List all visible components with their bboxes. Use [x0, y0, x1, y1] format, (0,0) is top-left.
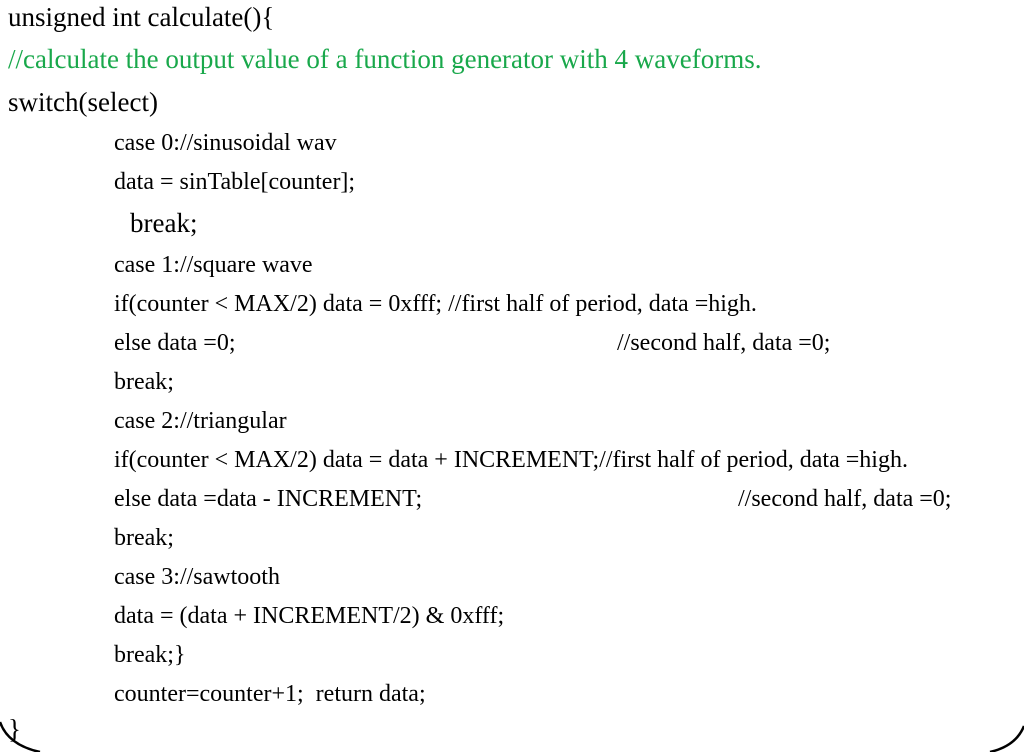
- code-line-triangular-if: if(counter < MAX/2) data = data + INCREMENT;//first half of period, data =high.: [114, 447, 908, 473]
- frame-curve-right: [990, 726, 1024, 752]
- code-line-break-3: break;: [114, 525, 174, 551]
- code-line-function-signature: unsigned int calculate(){: [8, 2, 275, 32]
- code-line-case-2: case 2://triangular: [114, 408, 287, 434]
- code-line-closing-brace: }: [8, 714, 21, 744]
- code-line-counter-return: counter=counter+1; return data;: [114, 681, 426, 707]
- code-line-break-1: break;: [130, 208, 198, 238]
- code-line-sin-data: data = sinTable[counter];: [114, 169, 356, 195]
- code-line-square-else: else data =0;: [114, 330, 236, 356]
- code-line-comment-description: //calculate the output value of a function generator with 4 waveforms.: [8, 44, 762, 74]
- code-line-sawtooth-data: data = (data + INCREMENT/2) & 0xfff;: [114, 603, 505, 629]
- code-line-triangular-else: else data =data - INCREMENT;: [114, 486, 423, 512]
- code-line-square-else-comment: //second half, data =0;: [617, 330, 831, 356]
- code-line-switch: switch(select): [8, 87, 158, 117]
- code-line-square-if: if(counter < MAX/2) data = 0xfff; //first half of period, data =high.: [114, 291, 757, 317]
- code-line-case-3: case 3://sawtooth: [114, 564, 280, 590]
- code-line-case-1: case 1://square wave: [114, 252, 313, 278]
- code-line-break-close: break;}: [114, 642, 186, 668]
- code-line-break-2: break;: [114, 369, 174, 395]
- code-line-case-0: case 0://sinusoidal wav: [114, 130, 337, 156]
- code-line-triangular-else-comment: //second half, data =0;: [738, 486, 952, 512]
